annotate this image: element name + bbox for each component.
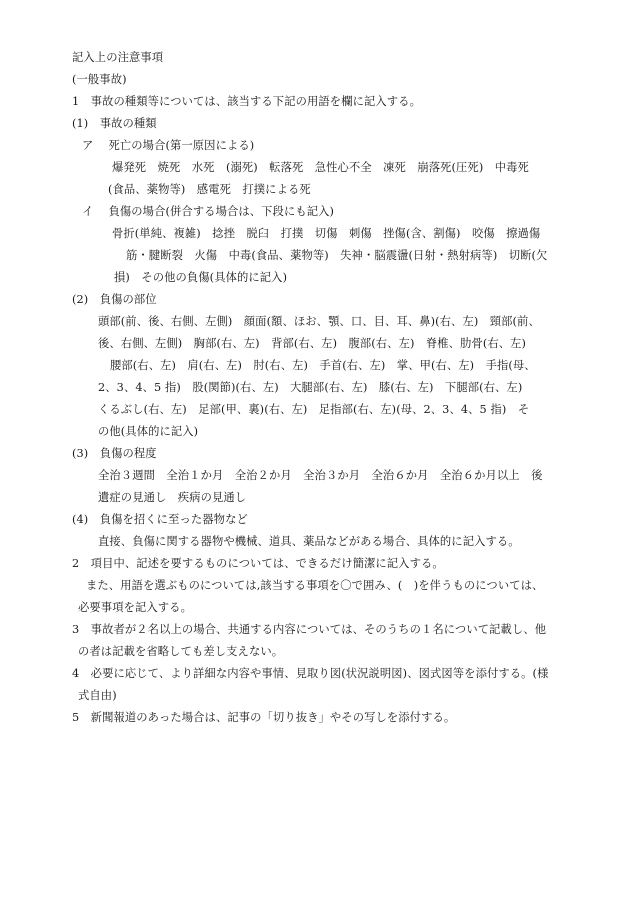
document-line: 3 事故者が２名以上の場合、共通する内容については、そのうちの１名について記載し、他 (72, 623, 547, 636)
document-line: 頭部(前、後、右側、左側) 顔面(額、ほお、顎、口、目、耳、鼻)(右、左) 頸部(前、 (98, 315, 540, 328)
document-line: 腰部(右、左) 肩(右、左) 肘(右、左) 手首(右、左) 掌、甲(右、左) 手指(母、 (110, 359, 536, 372)
document-line: くるぶし(右、左) 足部(甲、裏)(右、左) 足指部(右、左)(母、2、3、4、5 指) そ (98, 403, 530, 416)
document-line: 1 事故の種類等については、該当する下記の用語を欄に記入する。 (72, 95, 421, 108)
document-line: 遺症の見通し 疾病の見通し (98, 491, 247, 504)
document-line: (4) 負傷を招くに至った器物など (72, 513, 248, 526)
document-line: (1) 事故の種類 (72, 117, 157, 130)
document-title: 記入上の注意事項 (72, 51, 164, 64)
document-line: 式自由) (78, 689, 117, 702)
document-line: また、用語を選ぶものについては,該当する事項を〇で囲み、( )を伴うものについては、 (86, 579, 544, 592)
document-line: 5 新聞報道のあった場合は、記事の「切り抜き」やその写しを添付する。 (72, 711, 456, 724)
document-line: 爆発死 焼死 水死 (溺死) 転落死 急性心不全 凍死 崩落死(圧死) 中毒死 (112, 161, 529, 174)
document-line: の他(具体的に記入) (98, 425, 199, 438)
document-line: 直接、負傷に関する器物や機械、道具、薬品などがある場合、具体的に記入する。 (98, 535, 520, 548)
document-line: (3) 負傷の程度 (72, 447, 157, 460)
document-line: 4 必要に応じて、より詳細な内容や事情、見取り図(状況説明図)、図式図等を添付する。(様 (72, 667, 549, 680)
document-line: 必要事項を記入する。 (78, 601, 192, 614)
document-line: (食品、薬物等) 感電死 打撲による死 (108, 183, 311, 196)
document-line: 全治３週間 全治１か月 全治２か月 全治３か月 全治６か月 全治６か月以上 後 (98, 469, 543, 482)
document-line: (2) 負傷の部位 (72, 293, 157, 306)
document-line: 骨折(単純、複雑) 捻挫 脱臼 打撲 切傷 刺傷 挫傷(含、割傷) 咬傷 擦過傷 (112, 227, 541, 240)
document-line: 損) その他の負傷(具体的に記入) (114, 271, 288, 284)
document-line: (一般事故) (72, 73, 127, 86)
document-line: イ 負傷の場合(併合する場合は、下段にも記入) (82, 205, 335, 218)
document-line: 2、3、4、5 指) 股(関節)(右、左) 大腿部(右、左) 膝(右、左) 下腿部(右、左) (98, 381, 523, 394)
document-line: 後、右側、左側) 胸部(右、左) 背部(右、左) 腹部(右、左) 脊椎、肋骨(右、左) (98, 337, 527, 350)
document-line: ア 死亡の場合(第一原因による) (82, 139, 255, 152)
document-line: の者は記載を省略しても差し支えない。 (78, 645, 284, 658)
document-line: 筋・腱断裂 火傷 中毒(食品、薬物等) 失神・脳震盪(日射・熱射病等) 切断(欠 (126, 249, 548, 262)
document-line: 2 項目中、記述を要するものについては、できるだけ簡潔に記入する。 (72, 557, 444, 570)
